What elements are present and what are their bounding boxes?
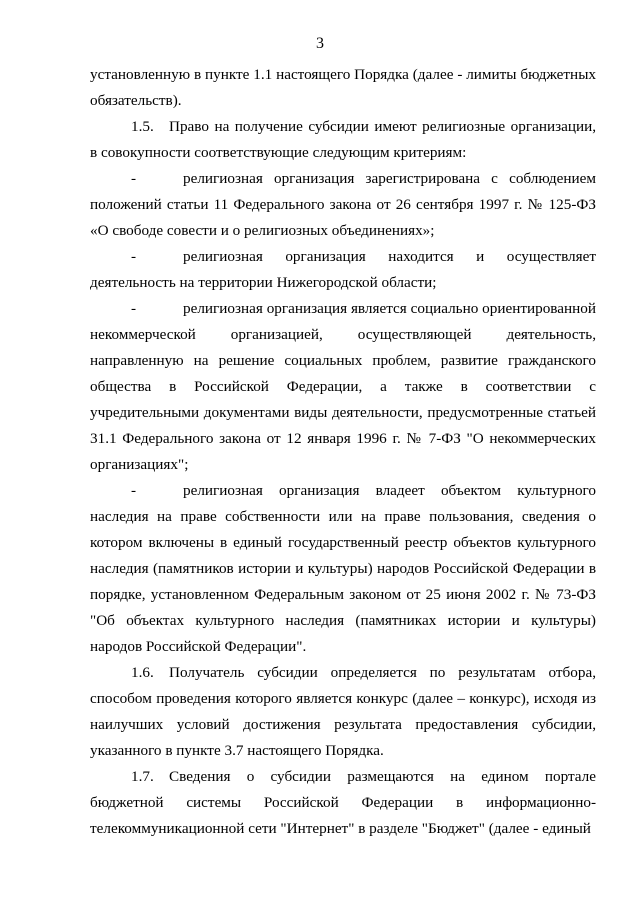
dash-marker: - [131,482,137,499]
criterion-text: религиозная организация является социально ориентированной некоммерческой организацией, осуществляющей деятельность, направленную на решение социальных проблем, развитие гражданского общества в Российской Федерации, а также в соответствии с учредительными документами виды деятельности, предусмотренные статьей 31.1 Федерального закона от 12 января 1996 г. № 7-ФЗ "О некоммерческих организациях"; [90,300,596,473]
criterion-text: религиозная организация находится и осуществляет деятельность на территории Нижегородской области; [90,248,596,291]
document-body [90,62,596,842]
paragraph-text: Получатель субсидии определяется по результатам отбора, способом проведения которого является конкурс (далее – конкурс), исходя из наилучших условий достижения результата предоставления субсидии, указанного в пункте 3.7 настоящего Порядка. [90,664,596,759]
paragraph-text: Право на получение субсидии имеют религиозные организации, в совокупности соответствующие следующим критериям: [90,118,596,161]
dash-marker: - [131,300,137,317]
paragraph-number: 1.6. [131,664,154,681]
criterion-text: религиозная организация зарегистрирована с соблюдением положений статьи 11 Федерального закона от 26 сентября 1997 г. № 125-ФЗ «О свободе совести и о религиозных объединениях»; [90,170,596,239]
criterion-item-2 [90,244,596,296]
paragraph-text: Сведения о субсидии размещаются на едином портале бюджетной системы Российской Федерации в информационно-телекоммуникационной сети "Интернет" в разделе "Бюджет" (далее - единый [90,768,596,837]
paragraph-1-7 [90,764,596,842]
criterion-item-3 [90,296,596,478]
criterion-text: религиозная организация владеет объектом культурного наследия на праве собственности или на праве пользования, сведения о котором включены в единый государственный реестр объектов культурного наследия (памятников истории и культуры) народов Российской Федерации в порядке, установленном Федеральным законом от 25 июня 2002 г. № 73-ФЗ "Об объектах культурного наследия (памятниках истории и культуры) народов Российской Федерации". [90,482,596,655]
page-number: 3 [316,35,324,52]
paragraph-text: установленную в пункте 1.1 настоящего Порядка (далее - лимиты бюджетных обязательств). [90,66,596,109]
paragraph-continuation [90,62,596,114]
dash-marker: - [131,248,137,265]
paragraph-number: 1.5. [131,118,154,135]
dash-marker: - [131,170,137,187]
criterion-item-1 [90,166,596,244]
paragraph-1-5 [90,114,596,166]
criterion-item-4 [90,478,596,660]
paragraph-1-6 [90,660,596,764]
paragraph-number: 1.7. [131,768,154,785]
